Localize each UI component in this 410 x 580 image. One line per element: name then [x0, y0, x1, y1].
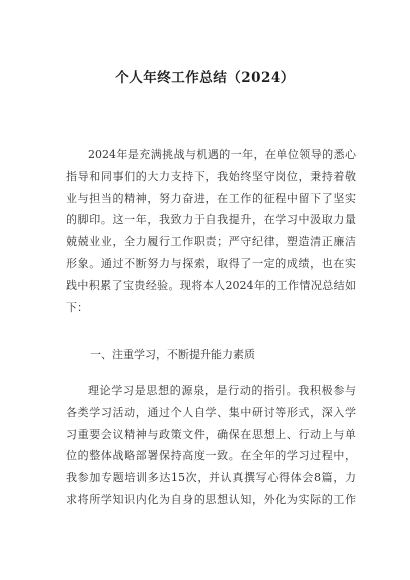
paragraph-line: 形象。通过不断努力与探索，取得了一定的成绩，也在实: [66, 256, 356, 270]
paragraph-line: 下：: [66, 300, 88, 314]
paragraph-line: 的脚印。这一年，我致力于自我提升，在学习中汲取力量: [66, 213, 356, 227]
paragraph-line: 2024年是充满挑战与机遇的一年，在单位领导的悉心: [88, 148, 356, 161]
paragraph-line: 各类学习活动，通过个人自学、集中研讨等形式，深入学: [66, 405, 356, 419]
paragraph-line: 习重要会议精神与政策文件，确保在思想上、行动上与单: [66, 427, 356, 441]
paragraph-line: 兢兢业业，全力履行工作职责；严守纪律，塑造清正廉洁: [66, 235, 356, 249]
paragraph-line: 求将所学知识内化为自身的思想认知，外化为实际的工作: [66, 492, 356, 506]
paragraph-line: 业与担当的精神，努力奋进，在工作的征程中留下了坚实: [66, 191, 356, 205]
paragraph-line: 我参加专题培训多达15次，并认真撰写心得体会8篇，力: [66, 471, 356, 485]
paragraph-line: 践中积累了宝贵经验。现将本人2024年的工作情况总结如: [66, 278, 356, 292]
paragraph-line: 指导和同事们的大力支持下，我始终坚守岗位，秉持着敬: [66, 169, 356, 183]
section-heading: 一、注重学习，不断提升能力素质: [90, 348, 255, 361]
intro-paragraph: [66, 144, 356, 318]
document-title: 个人年终工作总结（2024）: [115, 70, 295, 86]
study-paragraph: [66, 380, 356, 511]
paragraph-line: 理论学习是思想的源泉，是行动的指引。我积极参与: [88, 384, 356, 397]
paragraph-line: 位的整体战略部署保持高度一致。在全年的学习过程中，: [66, 449, 356, 463]
